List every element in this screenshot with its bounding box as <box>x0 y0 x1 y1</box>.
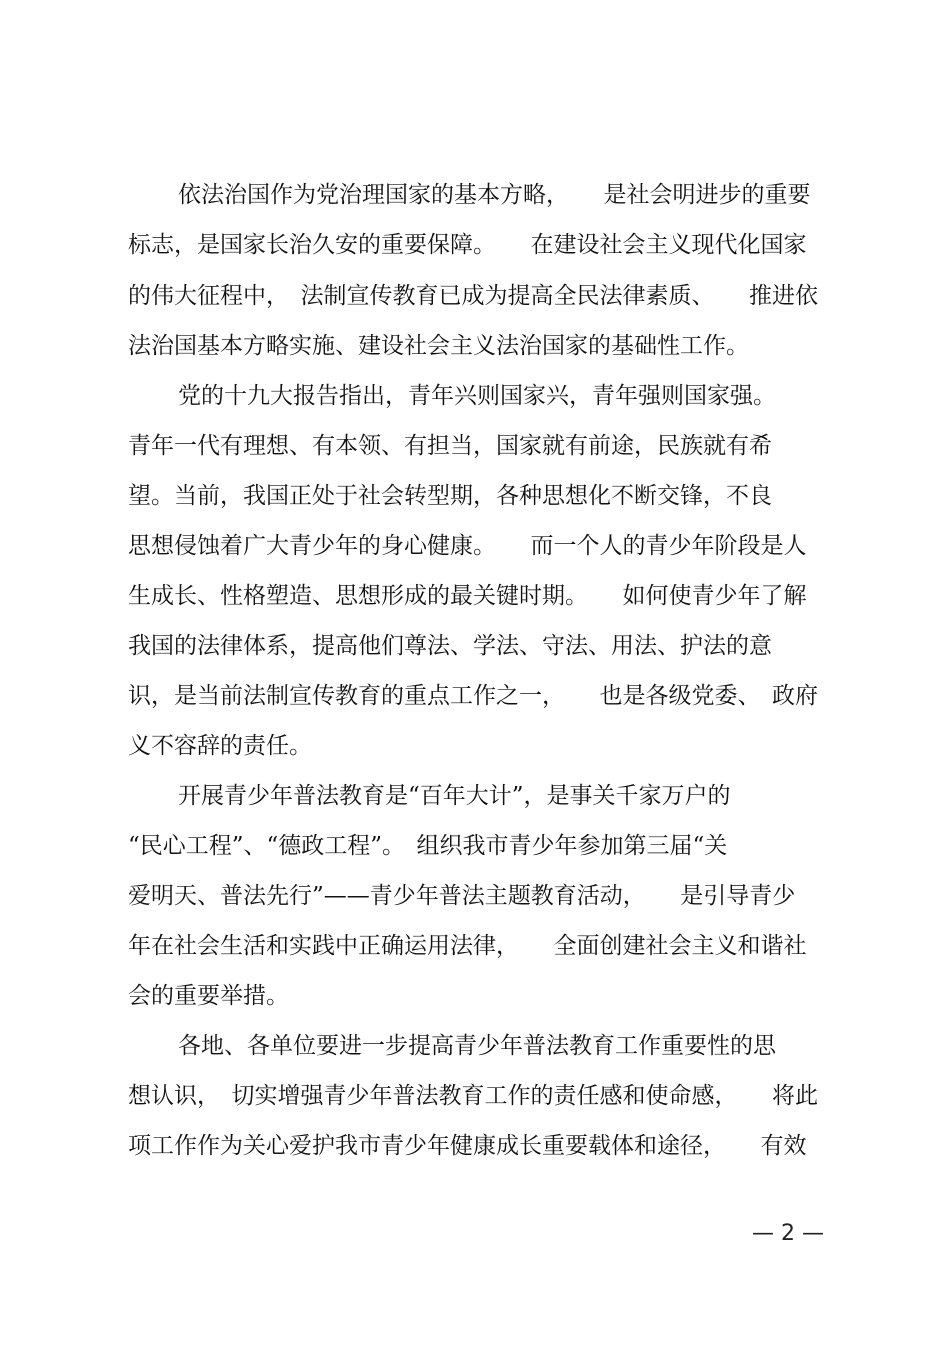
paragraph-4-line-3: 项工作作为关心爱护我市青少年健康成长重要载体和途径， 有效 <box>128 1133 807 1159</box>
paragraph-2-line-3: 望。当前，我国正处于社会转型期，各种思想化不断交锋，不良 <box>128 483 772 509</box>
paragraph-3-line-1: 开展青少年普法教育是“百年大计”，是事关千家万户的 <box>178 783 731 809</box>
paragraph-1-line-1: 依法治国作为党治理国家的基本方略， 是社会明进步的重要 <box>178 182 811 208</box>
paragraph-1-line-3: 的伟大征程中， 法制宣传教育已成为提高全民法律素质、 推进依 <box>128 283 818 309</box>
paragraph-4-line-2: 想认识， 切实增强青少年普法教育工作的责任感和使命感， 将此 <box>128 1083 818 1109</box>
paragraph-3-line-2: “民心工程”、“德政工程”。 组织我市青少年参加第三届“关 <box>128 833 728 859</box>
paragraph-4-line-1: 各地、各单位要进一步提高青少年普法教育工作重要性的思 <box>178 1033 776 1059</box>
paragraph-2-line-4: 思想侵蚀着广大青少年的身心健康。 而一个人的青少年阶段是人 <box>128 533 807 559</box>
paragraph-2-line-1: 党的十九大报告指出，青年兴则国家兴，青年强则国家强。 <box>178 383 776 409</box>
paragraph-3-line-4: 年在社会生活和实践中正确运用法律， 全面创建社会主义和谐社 <box>128 933 807 959</box>
paragraph-3-line-3: 爱明天、普法先行”——青少年普法主题教育活动， 是引导青少 <box>128 883 796 909</box>
paragraph-2-line-6: 我国的法律体系，提高他们尊法、学法、守法、用法、护法的意 <box>128 633 772 659</box>
paragraph-2-line-7: 识，是当前法制宣传教育的重点工作之一， 也是各级党委、 政府 <box>128 683 818 709</box>
paragraph-2-line-8: 义不容辞的责任。 <box>128 733 312 759</box>
paragraph-2-line-2: 青年一代有理想、有本领、有担当，国家就有前途，民族就有希 <box>128 433 772 459</box>
paragraph-2-line-5: 生成长、性格塑造、思想形成的最关键时期。 如何使青少年了解 <box>128 583 807 609</box>
page-number: — 2 — <box>752 1221 824 1246</box>
paragraph-1-line-4: 法治国基本方略实施、建设社会主义法治国家的基础性工作。 <box>128 333 749 359</box>
paragraph-1-line-2: 标志，是国家长治久安的重要保障。 在建设社会主义现代化国家 <box>128 232 807 258</box>
paragraph-3-line-5: 会的重要举措。 <box>128 983 289 1009</box>
